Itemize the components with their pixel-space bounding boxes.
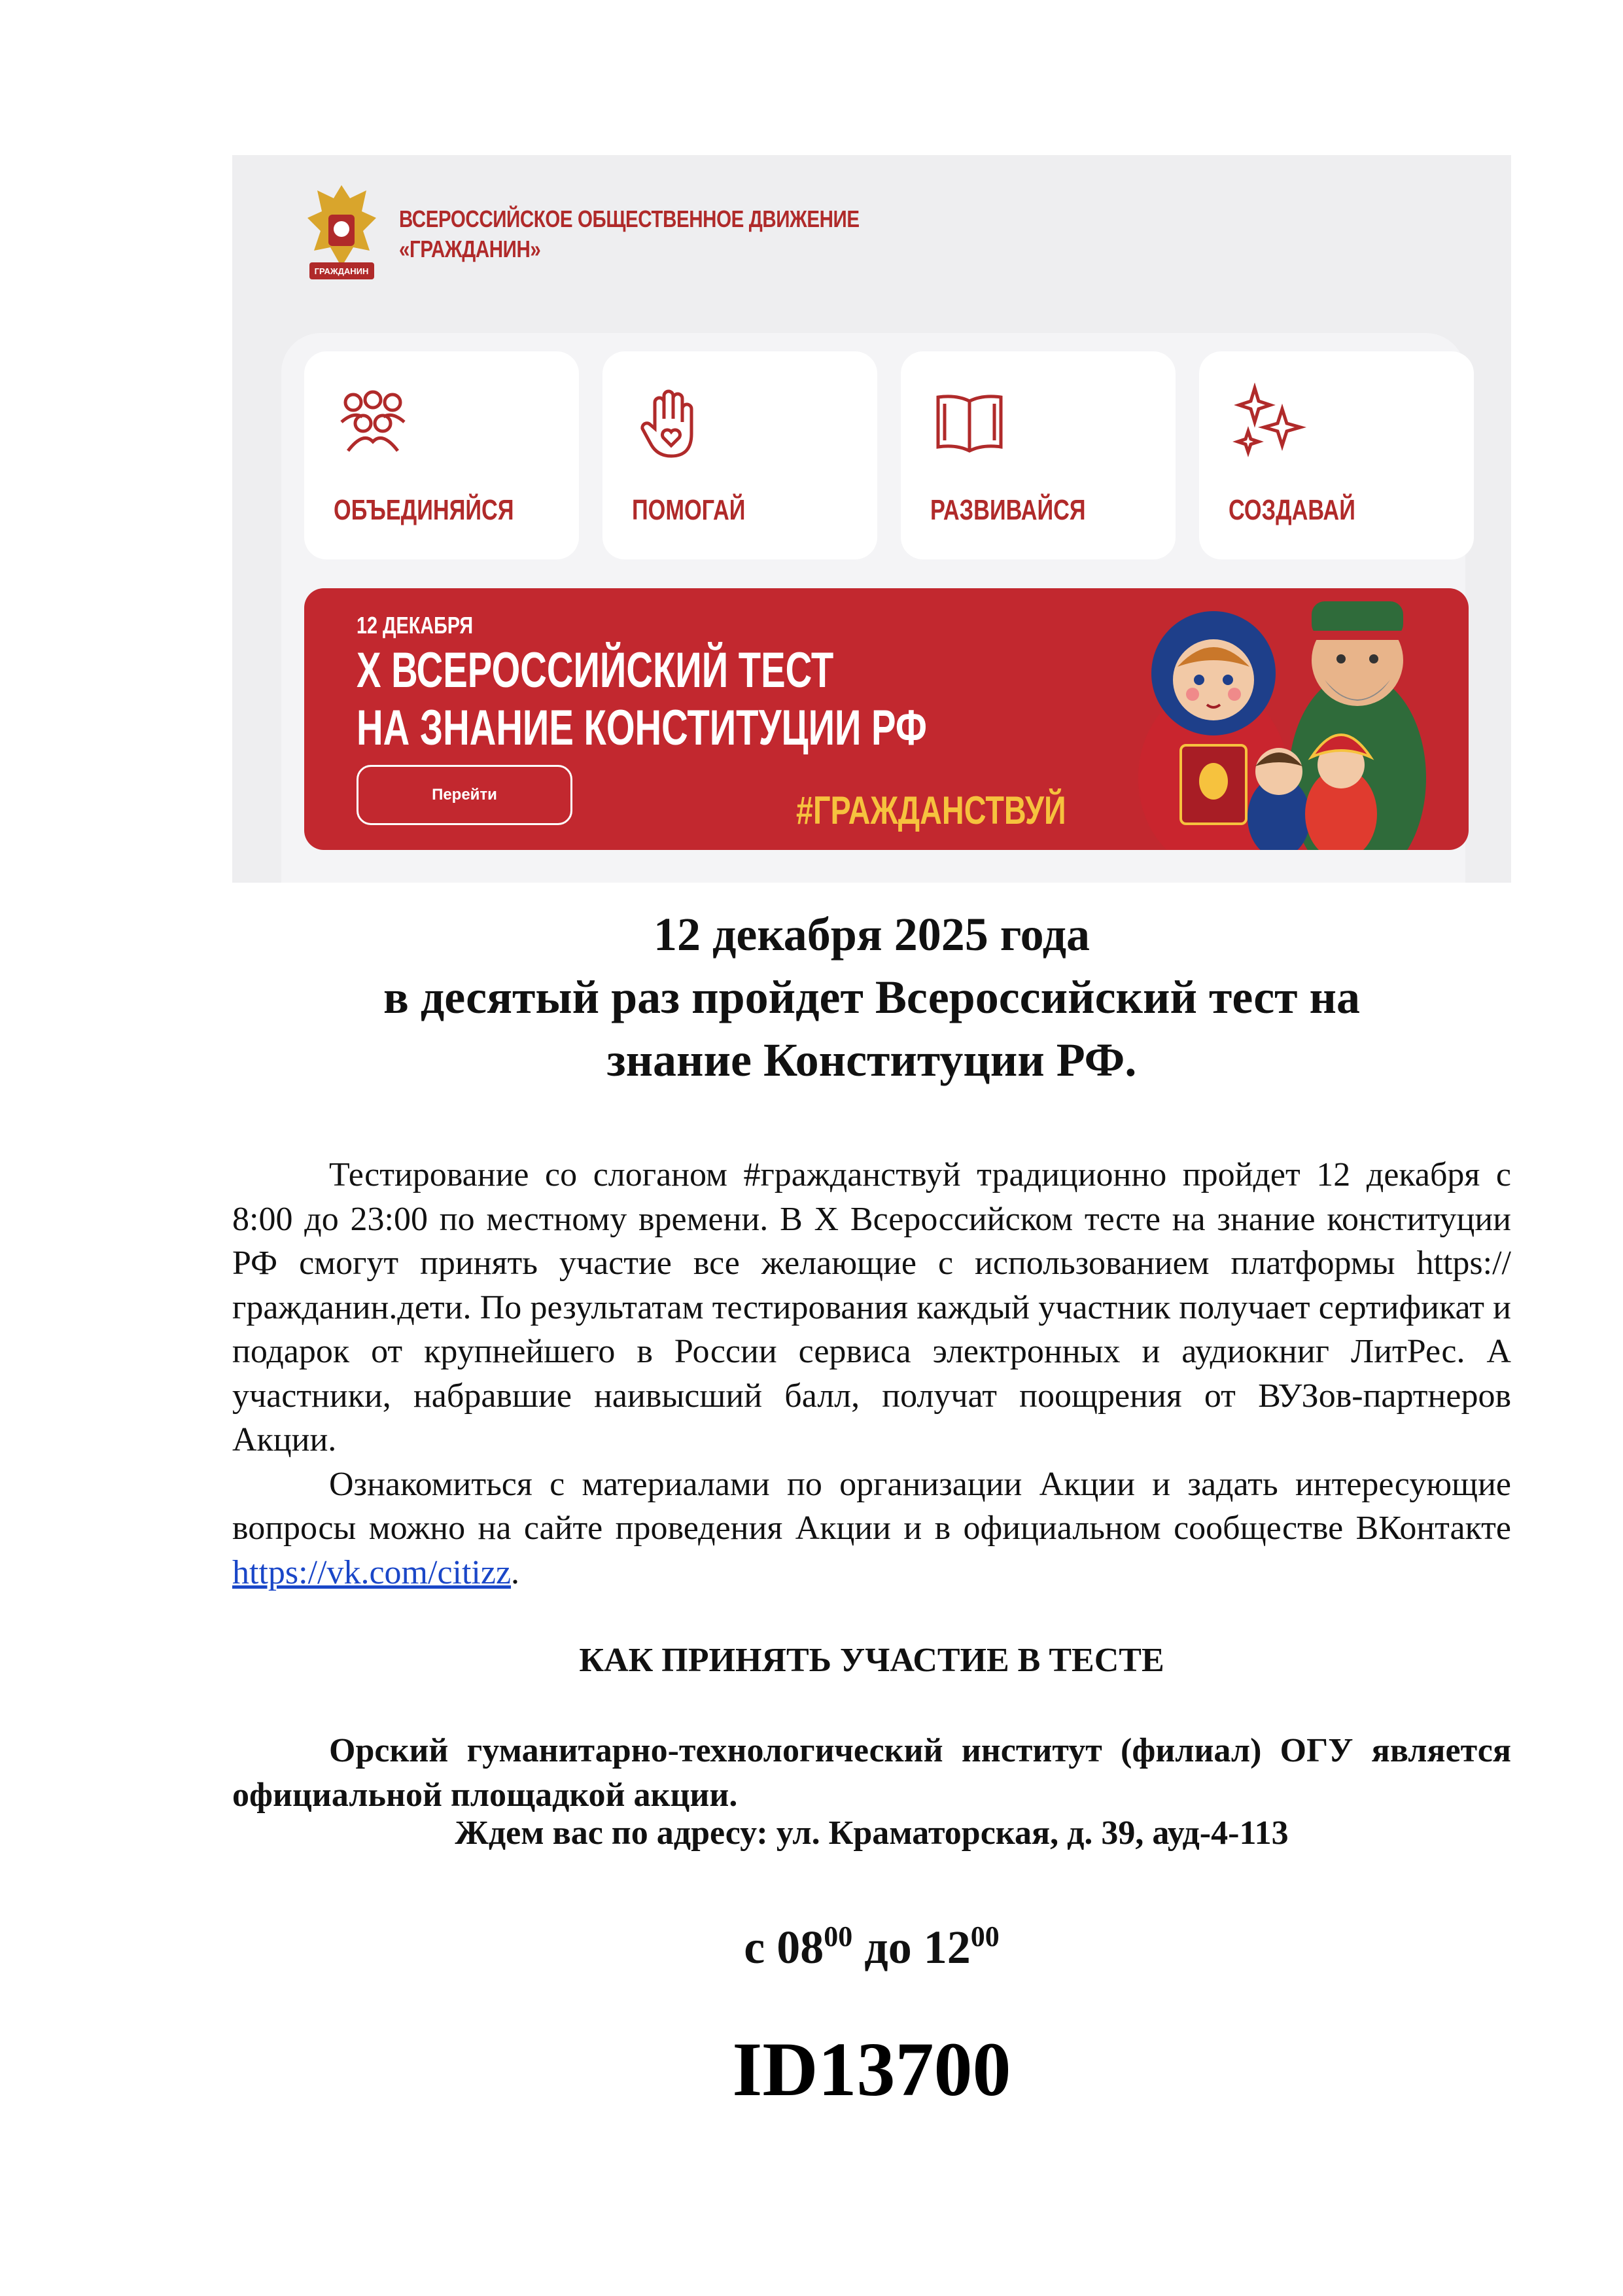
promo-title-line2: НА ЗНАНИЕ КОНСТИТУЦИИ РФ [357, 700, 927, 756]
sparkles-icon [1229, 383, 1307, 461]
card-label: СОЗДАВАЙ [1229, 494, 1355, 526]
org-header [304, 179, 960, 290]
card-develop[interactable] [901, 351, 1176, 559]
promo-title-line1: X ВСЕРОССИЙСКИЙ ТЕСТ [357, 643, 834, 698]
paragraph-2-end: . [511, 1553, 520, 1591]
hand-heart-icon [632, 383, 710, 461]
time-range [232, 1920, 1511, 1975]
promo-banner [304, 588, 1469, 850]
emblem-ribbon-text: ГРАЖДАНИН [314, 266, 369, 276]
main-heading [232, 903, 1511, 1091]
card-label: ОБЪЕДИНЯЙСЯ [334, 494, 514, 526]
paragraph-1: Тестирование со слоганом #гражданствуй традиционно пройдет 12 декабря с 8:00 до 23:00 по местному времени. В X Всероссийском тесте на знание конституции РФ смогут принять участие все желающие с использованием платформы https://гражданин.дети. По результатам тестирования каждый участник получает сертификат и подарок от крупнейшего в России сервиса электронных и аудиокниг ЛитРес. А участники, набравшие наивысший балл, получат поощрения от ВУЗов-партнеров Акции. [232, 1156, 1511, 1458]
banner-screenshot [232, 155, 1511, 883]
org-name-line2: «ГРАЖДАНИН» [399, 236, 541, 262]
promo-date: 12 ДЕКАБРЯ [357, 612, 474, 639]
venue-text [232, 1729, 1511, 1817]
time-middle: до 12 [852, 1921, 971, 1973]
promo-title [357, 642, 927, 757]
vk-link[interactable]: https://vk.com/citizz [232, 1553, 512, 1591]
org-name-line1: ВСЕРОССИЙСКОЕ ОБЩЕСТВЕННОЕ ДВИЖЕНИЕ [399, 205, 860, 232]
event-id: ID13700 [732, 2026, 1011, 2112]
card-help[interactable] [602, 351, 877, 559]
paragraph-2 [232, 1462, 1511, 1595]
coat-of-arms-icon [304, 179, 379, 290]
time-prefix: с 08 [744, 1921, 824, 1973]
address-text: Ждем вас по адресу: ул. Краматорская, д. 39, ауд-4-113 [455, 1814, 1289, 1852]
paragraph-2-text: Ознакомиться с материалами по организации Акции и задать интересующие вопросы можно на сайте проведения Акции и в официальном сообществе ВКонтакте [232, 1465, 1511, 1547]
people-group-icon [334, 383, 412, 461]
venue-paragraph: Орский гуманитарно-технологический институт (филиал) ОГУ является официальной площадкой акции. [232, 1732, 1511, 1814]
heading-line2: в десятый раз пройдет Всероссийский тест на [383, 971, 1360, 1023]
open-book-icon [930, 383, 1009, 461]
card-unite[interactable] [304, 351, 579, 559]
time-start-minutes: 00 [824, 1920, 853, 1952]
org-name [399, 204, 860, 264]
go-button[interactable]: Перейти [357, 765, 572, 825]
matryoshka-dolls-illustration [1115, 588, 1469, 850]
heading-line3: знание Конституции РФ. [606, 1034, 1137, 1086]
card-label: ПОМОГАЙ [632, 494, 746, 526]
promo-hashtag: #ГРАЖДАНСТВУЙ [796, 788, 1066, 832]
heading-line1: 12 декабря 2025 года [653, 908, 1091, 961]
time-end-minutes: 00 [970, 1920, 1000, 1952]
card-create[interactable] [1199, 351, 1474, 559]
how-to-participate-heading: КАК ПРИНЯТЬ УЧАСТИЕ В ТЕСТЕ [579, 1642, 1164, 1679]
card-label: РАЗВИВАЙСЯ [930, 494, 1086, 526]
body-text [232, 1153, 1511, 1595]
